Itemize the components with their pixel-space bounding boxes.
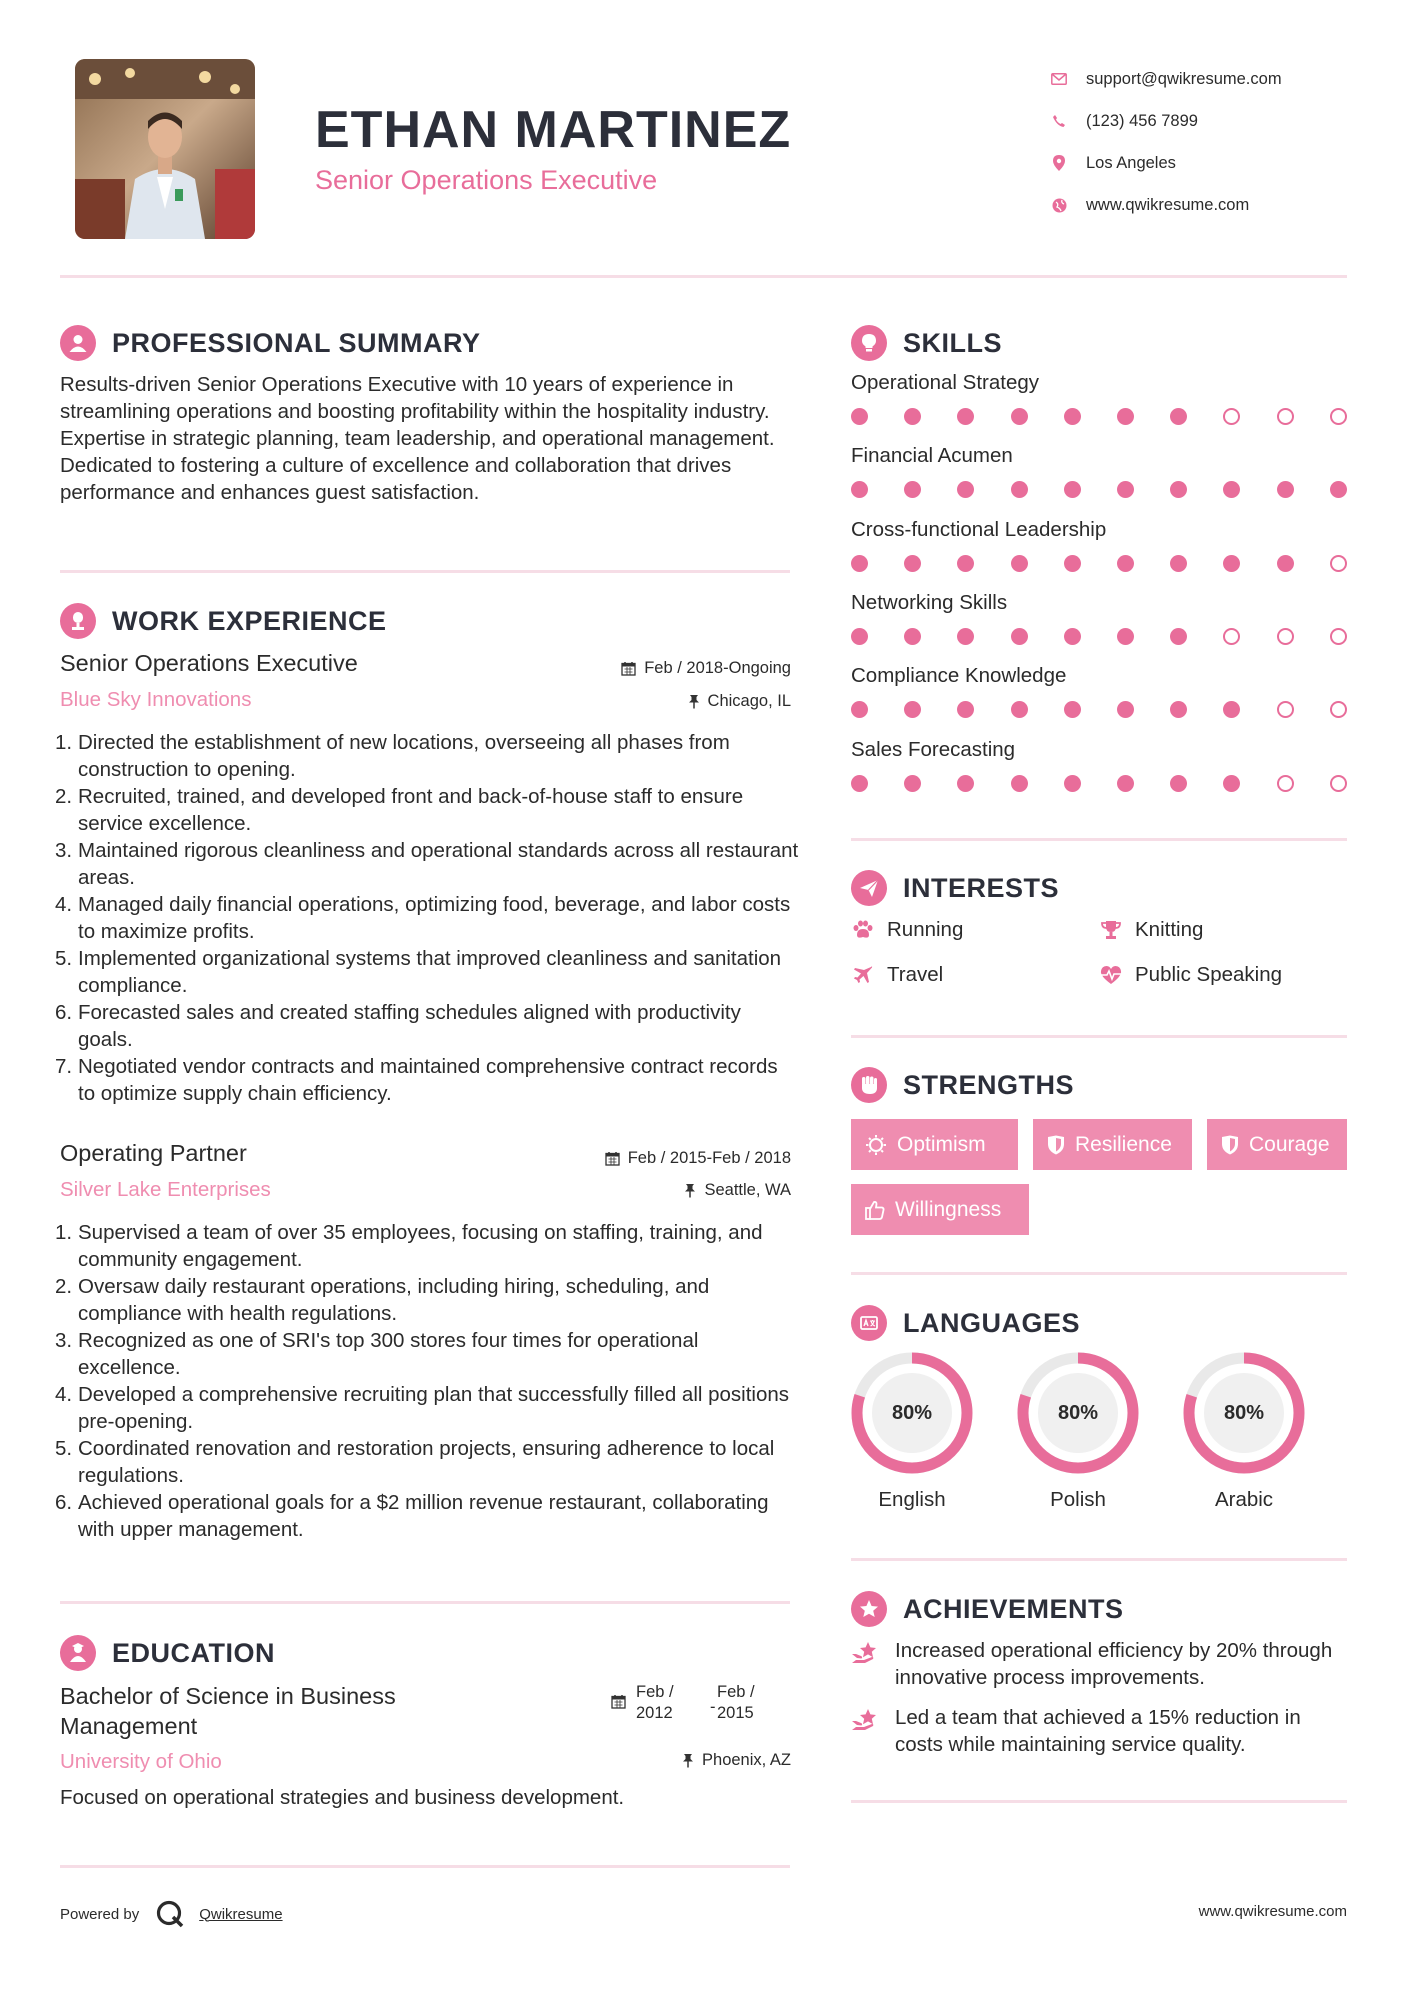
skill-rating [851,408,1383,425]
rating-dot-filled [1011,481,1028,498]
rating-dot-filled [1223,555,1240,572]
interests-divider [851,1035,1347,1038]
lightbulb-icon [851,325,887,361]
skill-name: Networking Skills [851,590,1008,614]
experience-divider [60,1601,790,1604]
language-percent: 80% [1038,1373,1118,1453]
rating-dot-filled [1064,775,1081,792]
skill-name: Operational Strategy [851,371,1040,394]
rating-dot-filled [957,628,974,645]
interests-heading-text: INTERESTS [903,872,1060,903]
strength-chip-resilience: Resilience [1033,1119,1192,1170]
list-item: 4. Managed daily financial operations, optimizing food, beverage, and labor costs to maximize profits. [55,893,791,943]
rating-dot-filled [957,481,974,498]
heartbeat-icon [1099,965,1123,985]
job-1-location [688,692,791,711]
edu-location-text: Phoenix, AZ [702,1751,791,1769]
experience-heading-text: WORK EXPERIENCE [112,605,387,636]
rating-dot-filled [1064,555,1081,572]
edu-date-dash: - [710,1698,716,1716]
profile-photo [75,59,255,239]
job-1-duties [55,729,800,1107]
briefcase-icon [60,603,96,639]
paper-plane-icon [851,870,887,906]
rating-dot-filled [1011,555,1028,572]
list-item: 2. Recruited, trained, and developed front and back-of-house staff to ensure service excellence. [55,785,744,835]
language-name: English [878,1488,946,1511]
language-item [1016,1351,1140,1512]
language-item [1182,1351,1306,1512]
rating-dot-empty [1330,555,1347,572]
rating-dot-filled [851,481,868,498]
rating-dot-filled [1277,481,1294,498]
contact-phone[interactable] [1050,100,1282,142]
achievements-heading-text: ACHIEVEMENTS [903,1593,1124,1624]
rating-dot-filled [904,628,921,645]
rating-dot-filled [904,555,921,572]
calendar-icon [621,661,636,676]
language-name: Polish [1050,1488,1106,1511]
calendar-icon [605,1151,620,1166]
map-pin-icon [1050,154,1068,172]
contact-phone-text: (123) 456 7899 [1086,111,1198,130]
skill-rating [851,555,1383,572]
skill-rating [851,775,1383,792]
trophy-icon [1099,920,1123,940]
list-item: 7. Negotiated vendor contracts and maintained comprehensive contract records to optimize supply chain efficiency. [55,1055,778,1105]
list-item: 6. Forecasted sales and created staffing schedules aligned with productivity goals. [55,1001,741,1051]
pushpin-icon [688,694,700,709]
rating-dot-filled [1330,481,1347,498]
rating-dot-empty [1277,701,1294,718]
strengths-divider [851,1272,1347,1275]
languages-heading [851,1305,1080,1341]
star-hand-icon [851,1704,881,1758]
job-2-date [605,1149,791,1168]
job-2-title: Operating Partner [60,1140,247,1166]
skills-heading [851,325,1002,361]
achievements-divider [851,1800,1347,1803]
pushpin-icon [684,1183,696,1198]
footer-site[interactable]: www.qwikresume.com [1198,1903,1347,1920]
interest-item: Travel [851,963,943,987]
rating-dot-filled [851,408,868,425]
language-item [850,1351,974,1512]
rating-dot-filled [1170,701,1187,718]
rating-dot-filled [1170,775,1187,792]
achievements-heading [851,1591,1124,1627]
edu-date-start: Feb / 2012 [636,1683,674,1722]
list-item: 4. Developed a comprehensive recruiting plan that successfully filled all positions pre-opening. [55,1383,790,1433]
list-item: 6. Achieved operational goals for a $2 million revenue restaurant, collaborating with upper management. [55,1491,769,1541]
strength-chip-optimism: Optimism [851,1119,1018,1170]
rating-dot-filled [904,408,921,425]
job-1-company: Blue Sky Innovations [60,688,252,711]
contact-email-text: support@qwikresume.com [1086,69,1282,88]
plane-icon [851,965,875,985]
summary-divider [60,570,790,573]
education-divider [60,1865,790,1868]
strength-chip-willingness: Willingness [851,1184,1029,1235]
rating-dot-empty [1223,408,1240,425]
degree-title-line-2: Management [60,1713,198,1739]
degree-title [60,1681,396,1741]
skill-rating [851,628,1383,645]
rating-dot-empty [1330,628,1347,645]
job-1-date [621,659,791,678]
rating-dot-empty [1277,628,1294,645]
contact-location-text: Los Angeles [1086,153,1176,172]
rating-dot-filled [1223,775,1240,792]
achievement-item: Increased operational efficiency by 20% through innovative process improvements. [851,1637,1351,1691]
rating-dot-filled [957,775,974,792]
rating-dot-empty [1277,408,1294,425]
language-progress-ring [850,1351,974,1475]
language-name: Arabic [1214,1488,1274,1511]
list-item: 5. Implemented organizational systems that improved cleanliness and sanitation compliance. [55,947,782,997]
rating-dot-empty [1223,628,1240,645]
strengths-heading [851,1067,1074,1103]
edu-location [682,1751,791,1770]
rating-dot-empty [1330,701,1347,718]
achievement-item: Led a team that achieved a 15% reduction in costs while maintaining service quality. [851,1704,1351,1758]
graduation-icon [60,1635,96,1671]
fist-icon [851,1067,887,1103]
translate-icon [851,1305,887,1341]
rating-dot-empty [1277,775,1294,792]
contact-website-text: www.qwikresume.com [1086,195,1250,214]
skill-rating [851,481,1383,498]
job-1-location-text: Chicago, IL [707,692,791,710]
thumbs-up-icon [865,1200,885,1220]
skills-divider [851,838,1347,841]
qwikresume-logo-icon [155,1899,185,1929]
job-2-location-text: Seattle, WA [704,1181,791,1199]
language-percent: 80% [1204,1373,1284,1453]
footer-powered-by [60,1899,283,1929]
phone-icon [1050,112,1068,130]
rating-dot-filled [1117,481,1134,498]
rating-dot-filled [904,701,921,718]
rating-dot-filled [1064,628,1081,645]
rating-dot-filled [851,555,868,572]
rating-dot-filled [1064,408,1081,425]
skill-name: Compliance Knowledge [851,664,1067,688]
school-name: University of Ohio [60,1750,222,1773]
rating-dot-filled [1170,628,1187,645]
rating-dot-filled [1170,481,1187,498]
rating-dot-filled [1064,701,1081,718]
languages-heading-text: LANGUAGES [903,1307,1081,1338]
pushpin-icon [682,1753,694,1768]
rating-dot-filled [851,701,868,718]
rating-dot-filled [851,775,868,792]
rating-dot-filled [1064,481,1081,498]
rating-dot-filled [1117,701,1134,718]
language-percent: 80% [872,1373,952,1453]
interests-heading [851,870,1059,906]
summary-text: Results-driven Senior Operations Executive with 10 years of experience in streamlining operations and boosting profitability within the hospitality industry. Expertise in strategic planning, team leadership, and operational management. Dedicated to fostering a culture of excellence and collaboration that drives performance and enhances guest satisfaction. [60,373,775,504]
rating-dot-empty [1330,408,1347,425]
strengths-heading-text: STRENGTHS [903,1069,1075,1100]
rating-dot-filled [1011,628,1028,645]
edu-date-end: Feb / 2015 [717,1683,755,1722]
rating-dot-filled [1011,775,1028,792]
rating-dot-filled [1117,775,1134,792]
rating-dot-filled [957,701,974,718]
interest-item: Running [851,918,963,942]
rating-dot-filled [957,555,974,572]
job-2-company: Silver Lake Enterprises [60,1178,271,1201]
skills-heading-text: SKILLS [903,327,1003,358]
education-heading [60,1635,275,1671]
list-item: 1. Supervised a team of over 35 employees, focusing on staffing, training, and community engagement. [55,1221,763,1271]
star-badge-icon [851,1591,887,1627]
education-heading-text: EDUCATION [112,1637,275,1668]
rating-dot-empty [1330,775,1347,792]
rating-dot-filled [904,481,921,498]
contact-website[interactable] [1050,184,1282,226]
star-hand-icon [851,1637,881,1691]
job-1-title: Senior Operations Executive [60,650,358,676]
interest-item: Knitting [1099,918,1203,942]
user-icon [60,325,96,361]
sun-icon [865,1134,887,1156]
summary-heading-text: PROFESSIONAL SUMMARY [112,327,481,358]
list-item: 2. Oversaw daily restaurant operations, including hiring, scheduling, and compliance with health regulations. [55,1275,710,1325]
paw-icon [851,920,875,940]
rating-dot-filled [904,775,921,792]
skill-name: Cross-functional Leadership [851,517,1107,541]
powered-by-label: Powered by [60,1905,140,1923]
list-item: 1. Directed the establishment of new locations, overseeing all phases from construction to opening. [55,731,730,781]
rating-dot-filled [1117,628,1134,645]
job-2-date-text: Feb / 2015-Feb / 2018 [627,1149,791,1167]
job-2-duties [55,1219,800,1543]
contact-list [1050,58,1282,226]
header-divider [60,275,1347,278]
calendar-icon [611,1694,626,1714]
shield-icon [1221,1135,1239,1155]
skill-rating [851,701,1383,718]
edu-description: Focused on operational strategies and business development. [60,1786,625,1809]
contact-email[interactable] [1050,58,1282,100]
degree-title-line-1: Bachelor of Science in Business [60,1683,396,1709]
job-1-date-text: Feb / 2018-Ongoing [644,659,791,677]
rating-dot-filled [1011,408,1028,425]
interest-item: Public Speaking [1099,963,1282,987]
rating-dot-filled [1277,555,1294,572]
rating-dot-filled [1223,481,1240,498]
summary-heading [60,325,481,361]
job-2-location [684,1181,791,1200]
experience-heading [60,603,387,639]
rating-dot-filled [851,628,868,645]
shield-icon [1047,1135,1065,1155]
globe-icon [1050,196,1068,214]
languages-divider [851,1558,1347,1561]
qwikresume-link[interactable]: Qwikresume [199,1905,283,1923]
language-progress-ring [1182,1351,1306,1475]
rating-dot-filled [1117,555,1134,572]
rating-dot-filled [1223,701,1240,718]
contact-location [1050,142,1282,184]
list-item: 3. Maintained rigorous cleanliness and operational standards across all restaurant areas. [55,839,799,889]
strength-chip-courage: Courage [1207,1119,1347,1170]
skill-name: Financial Acumen [851,444,1013,468]
list-item: 3. Recognized as one of SRI's top 300 stores four times for operational excellence. [55,1329,699,1379]
language-progress-ring [1016,1351,1140,1475]
skill-name: Sales Forecasting [851,737,1016,761]
rating-dot-filled [1011,701,1028,718]
candidate-role: Senior Operations Executive [315,165,658,195]
envelope-icon [1050,70,1068,88]
list-item: 5. Coordinated renovation and restoration projects, ensuring adherence to local regulations. [55,1437,775,1487]
candidate-name: ETHAN MARTINEZ [315,101,792,159]
rating-dot-filled [1117,408,1134,425]
rating-dot-filled [1170,555,1187,572]
rating-dot-filled [957,408,974,425]
rating-dot-filled [1170,408,1187,425]
